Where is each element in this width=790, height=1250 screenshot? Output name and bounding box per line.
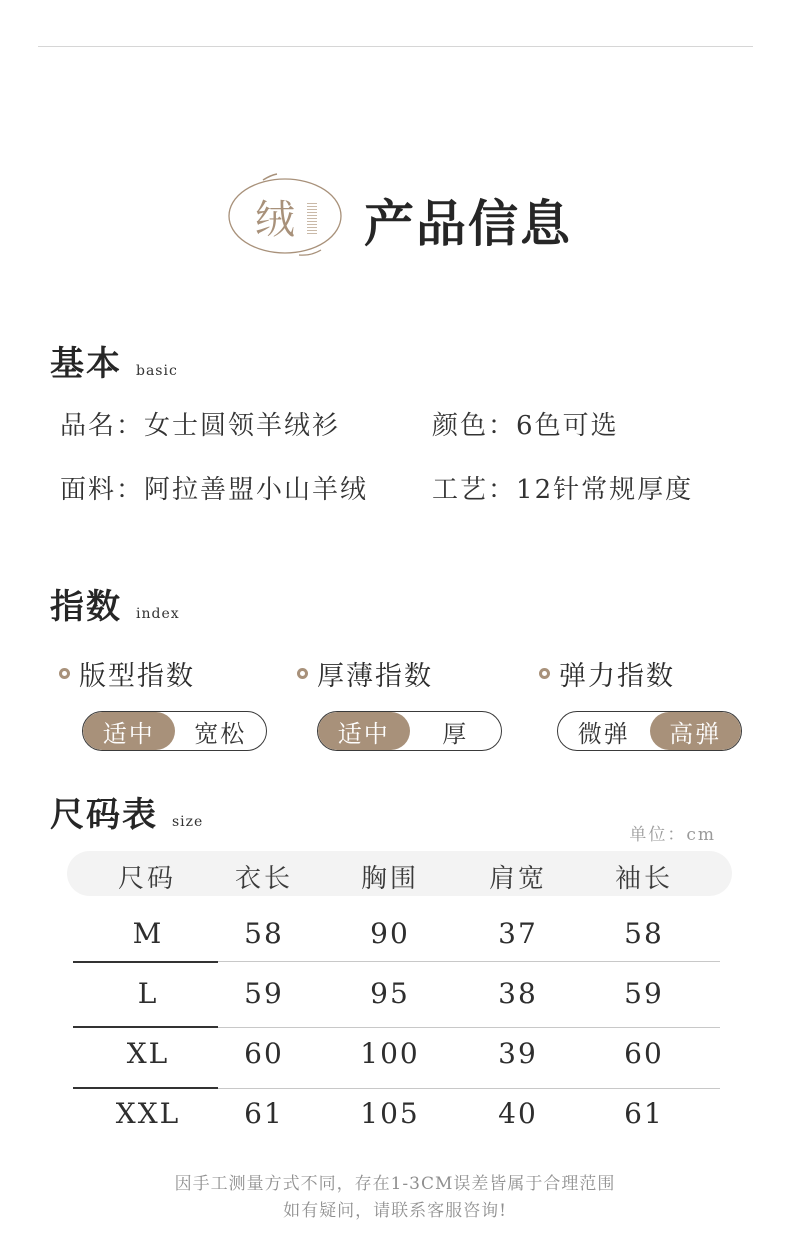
table-cell: 61 <box>624 1097 664 1130</box>
table-cell: XXL <box>115 1097 181 1130</box>
index-label-text: 版型指数 <box>79 661 195 692</box>
table-cell: 61 <box>244 1097 284 1130</box>
unit-note: 单位：cm <box>629 825 716 845</box>
info-label: 面料 <box>60 475 117 505</box>
info-colon: ： <box>116 411 145 441</box>
info-value: 12针常规厚度 <box>516 475 694 505</box>
thickness-index-label <box>297 654 433 693</box>
index-section-heading <box>50 579 180 628</box>
contact-note: 如有疑问，请联系客服咨询! <box>283 1201 507 1221</box>
info-color <box>432 405 619 442</box>
column-header: 尺码 <box>117 864 176 894</box>
table-cell: L <box>137 977 159 1010</box>
fit-option-moderate: 适中 <box>83 712 175 750</box>
info-label: 工艺 <box>432 475 489 505</box>
table-cell: 59 <box>244 977 284 1010</box>
elasticity-index-scale <box>557 711 742 751</box>
thickness-option-moderate: 适中 <box>318 712 410 750</box>
info-fabric <box>60 469 368 506</box>
table-cell: 95 <box>370 977 410 1010</box>
row-divider <box>73 1087 218 1089</box>
measurement-note: 因手工测量方式不同，存在1-3CM误差皆属于合理范围 <box>174 1174 616 1194</box>
table-cell: 59 <box>624 977 664 1010</box>
table-cell: 105 <box>360 1097 420 1130</box>
row-divider <box>73 1026 218 1028</box>
table-cell: 60 <box>244 1037 284 1070</box>
index-subtitle: index <box>136 606 180 622</box>
info-craft <box>432 469 693 506</box>
fit-index-label <box>59 654 195 693</box>
elasticity-option-slight: 微弹 <box>577 719 630 748</box>
table-cell: 58 <box>244 917 284 950</box>
row-divider <box>218 961 720 962</box>
elasticity-index-label <box>539 654 675 693</box>
basic-title: 基本 <box>50 344 122 384</box>
thickness-index-scale <box>317 711 502 751</box>
bullet-icon <box>59 668 70 679</box>
table-cell: 100 <box>360 1037 420 1070</box>
bullet-icon <box>539 668 550 679</box>
index-label-text: 弹力指数 <box>559 661 675 692</box>
info-colon: ： <box>488 475 517 505</box>
row-divider <box>218 1027 720 1028</box>
table-cell: 39 <box>498 1037 538 1070</box>
size-title: 尺码表 <box>50 795 158 835</box>
row-divider <box>73 961 218 963</box>
info-product-name <box>60 405 340 442</box>
fit-index-scale <box>82 711 267 751</box>
table-cell: 90 <box>370 917 410 950</box>
bullet-icon <box>297 668 308 679</box>
thickness-option-thick: 厚 <box>442 719 469 748</box>
info-colon: ： <box>488 411 517 441</box>
table-cell: 37 <box>498 917 538 950</box>
table-cell: 58 <box>624 917 664 950</box>
index-title: 指数 <box>50 587 122 627</box>
basic-subtitle: basic <box>136 363 178 379</box>
size-section-heading <box>50 787 203 836</box>
info-value: 阿拉善盟小山羊绒 <box>144 475 369 505</box>
info-label: 颜色 <box>432 411 489 441</box>
logo-character: 绒 <box>255 197 295 243</box>
index-label-text: 厚薄指数 <box>317 661 433 692</box>
elasticity-option-high: 高弹 <box>650 712 742 750</box>
fit-option-loose: 宽松 <box>194 719 247 748</box>
logo-small-print <box>307 203 317 235</box>
table-cell: 60 <box>624 1037 664 1070</box>
top-divider <box>38 46 753 47</box>
column-header: 袖长 <box>614 864 673 894</box>
table-cell: M <box>132 917 164 950</box>
page-title: 产品信息 <box>364 194 572 253</box>
info-value: 女士圆领羊绒衫 <box>144 411 341 441</box>
page-header <box>0 160 790 270</box>
info-label: 品名 <box>60 411 117 441</box>
column-header: 胸围 <box>360 864 419 894</box>
info-value: 6色可选 <box>516 411 619 441</box>
row-divider <box>218 1088 720 1089</box>
info-colon: ： <box>116 475 145 505</box>
basic-section-heading <box>50 336 178 385</box>
table-cell: XL <box>126 1037 170 1070</box>
table-cell: 40 <box>498 1097 538 1130</box>
column-header: 衣长 <box>234 864 293 894</box>
column-header: 肩宽 <box>488 864 547 894</box>
size-subtitle: size <box>172 814 204 830</box>
table-cell: 38 <box>498 977 538 1010</box>
